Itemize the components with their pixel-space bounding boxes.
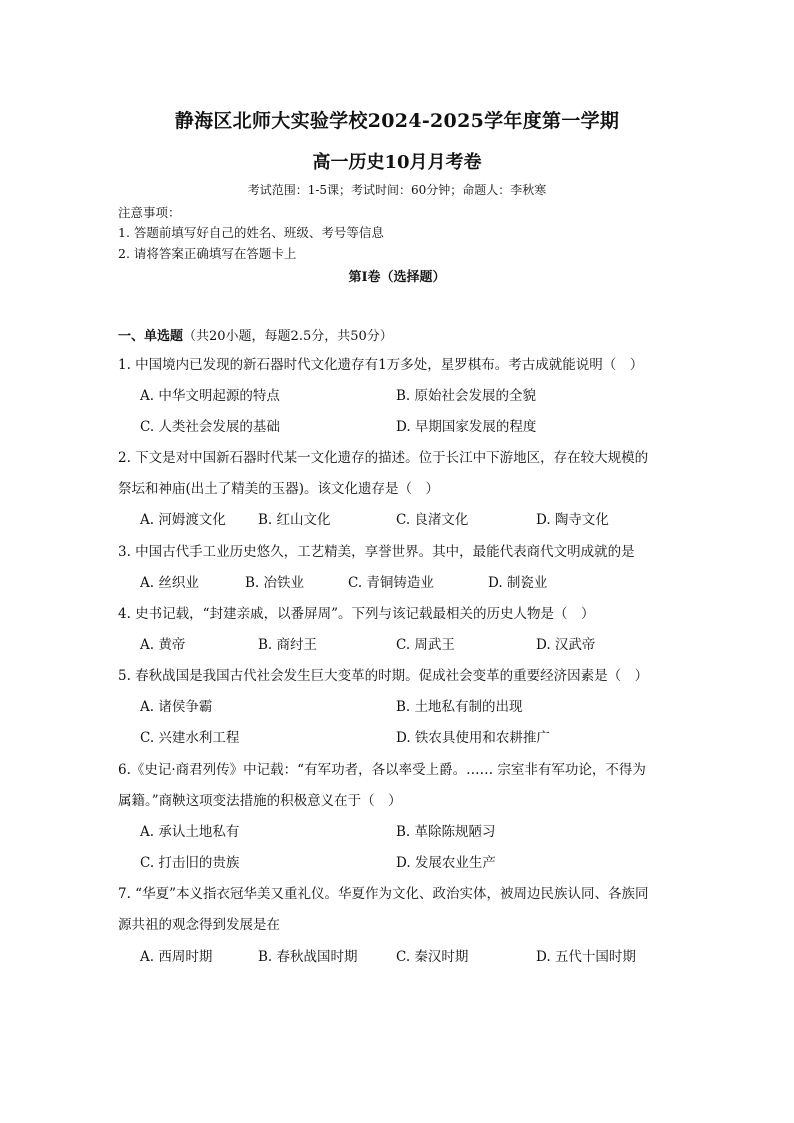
question-4-option-a: A. 黄帝	[140, 637, 186, 653]
question-3-option-d: D. 制瓷业	[488, 575, 548, 591]
question-3-stem: 3. 中国古代手工业历史悠久，工艺精美，享誉世界。其中，最能代表商代文明成就的是	[118, 544, 635, 560]
question-2-option-a: A. 河姆渡文化	[140, 512, 226, 528]
question-2-option-d: D. 陶寺文化	[536, 512, 609, 528]
question-7-option-a: A. 西周时期	[140, 949, 213, 965]
question-4-option-c: C. 周武王	[396, 637, 455, 653]
question-7-stem-cont: 源共祖的观念得到发展是在	[118, 917, 280, 933]
notes-heading: 注意事项：	[118, 205, 181, 220]
question-7-option-d: D. 五代十国时期	[536, 949, 636, 965]
question-3-option-a: A. 丝织业	[140, 575, 199, 591]
question-6-option-d: D. 发展农业生产	[396, 855, 496, 871]
question-5-option-b: B. 土地私有制的出现	[396, 699, 523, 715]
question-5-option-d: D. 铁农具使用和农耕推广	[396, 730, 550, 746]
question-2-option-c: C. 良渚文化	[396, 512, 469, 528]
question-5-stem: 5. 春秋战国是我国古代社会发生巨大变革的时期。促成社会变革的重要经济因素是（ ）	[118, 668, 649, 684]
question-2-stem-cont: 祭坛和神庙(出土了精美的玉器)。该文化遗存是（ ）	[118, 481, 440, 497]
question-7-stem: 7. “华夏”本义指衣冠华美又重礼仪。华夏作为文化、政治实体，被周边民族认同、各族同	[118, 886, 649, 902]
note-item: 2. 请将答案正确填写在答题卡上	[118, 246, 297, 261]
question-4-option-d: D. 汉武帝	[536, 637, 596, 653]
group-label: 一、单选题	[118, 329, 184, 344]
question-6-stem: 6.《史记·商君列传》中记载：“有军功者，各以率受上爵。…… 宗室非有军功论，不得为	[118, 762, 646, 778]
group-description: （共20小题，每题2.5分，共50分）	[183, 329, 393, 344]
question-6-stem-cont: 属籍。”商鞅这项变法措施的积极意义在于（ ）	[118, 793, 402, 809]
question-6-option-c: C. 打击旧的贵族	[140, 855, 240, 871]
question-4-stem: 4. 史书记载，“封建亲戚，以番屏周”。下列与该记载最相关的历史人物是（ ）	[118, 606, 595, 622]
question-4-option-b: B. 商纣王	[258, 637, 318, 653]
question-1-stem: 1. 中国境内已发现的新石器时代文化遗存有1万多处，星罗棋布。考古成就能说明（ ）	[118, 357, 644, 373]
exam-title: 静海区北师大实验学校2024-2025学年度第一学期	[174, 110, 620, 132]
question-3-option-c: C. 青铜铸造业	[348, 575, 434, 591]
question-5-option-a: A. 诸侯争霸	[140, 699, 213, 715]
question-2-stem: 2. 下文是对中国新石器时代某一文化遗存的描述。位于长江中下游地区，存在较大规模的	[118, 450, 649, 466]
question-7-option-c: C. 秦汉时期	[396, 949, 469, 965]
question-3-option-b: B. 冶铁业	[245, 575, 305, 591]
question-group-heading	[118, 325, 393, 344]
question-6-option-b: B. 革除陈规陋习	[396, 824, 496, 840]
question-1-option-a: A. 中华文明起源的特点	[140, 388, 280, 404]
question-2-option-b: B. 红山文化	[258, 512, 331, 528]
question-1-option-b: B. 原始社会发展的全貌	[396, 388, 537, 404]
question-7-option-b: B. 春秋战国时期	[258, 949, 358, 965]
note-item: 1. 答题前填写好自己的姓名、班级、考号等信息	[118, 225, 384, 240]
exam-subtitle: 高一历史10月月考卷	[312, 152, 482, 173]
question-5-option-c: C. 兴建水利工程	[140, 730, 240, 746]
question-1-option-d: D. 早期国家发展的程度	[396, 419, 537, 435]
section-heading: 第Ⅰ卷（选择题）	[348, 270, 446, 285]
exam-meta: 考试范围：1-5课；考试时间：60分钟；命题人：李秋寒	[247, 183, 547, 197]
question-6-option-a: A. 承认土地私有	[140, 824, 240, 840]
question-1-option-c: C. 人类社会发展的基础	[140, 419, 280, 435]
